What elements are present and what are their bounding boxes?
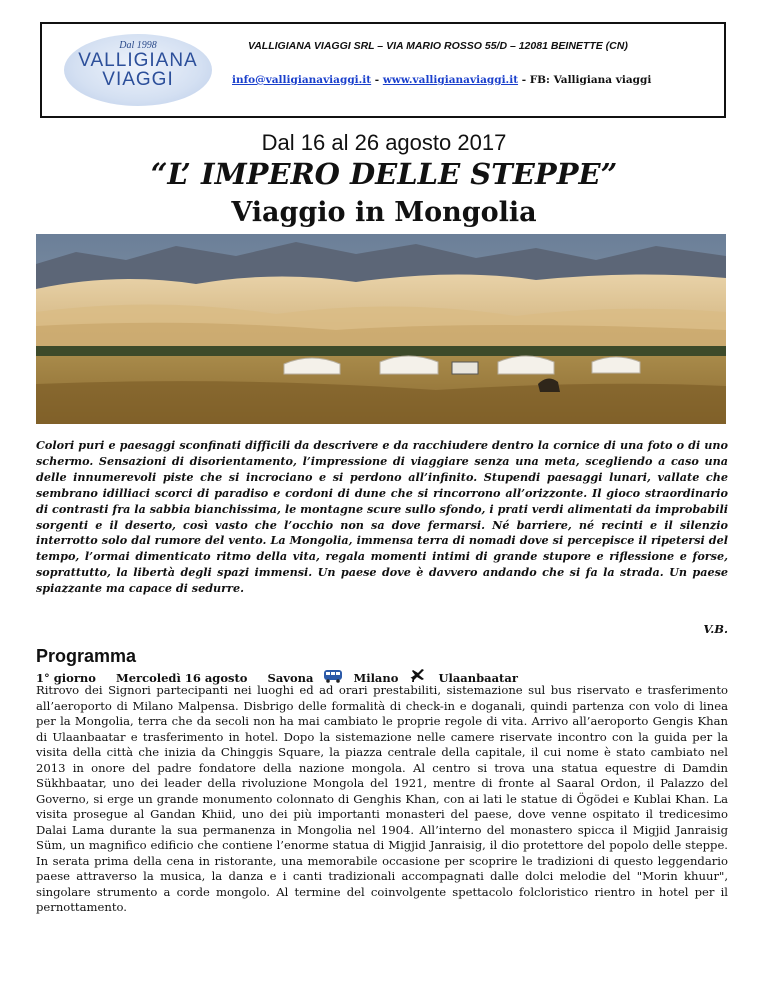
facebook-text: FB: Valligiana viaggi [529,74,652,86]
day1-description: Ritrovo dei Signori partecipanti nei luoghi ed ad orari prestabiliti, sistemazione sul bus riservato e trasferimento all’aeroporto di Milano Malpensa. Disbrigo delle formalità di check-in e doganali, quindi partenza con volo di linea per la Mongolia, terra che da secoli non ha mai cambiato le proprie regole di vita. Arrivo all’aeroporto Gengis Khan di Ulaanbaatar e trasferimento in hotel. Dopo la sistemazione nelle camere riservate incontro con la guida per la visita della città che inizia da Chinggis Square, la piazza centrale della capitale, il cui nome è stato cambiato nel 2013 in onore del padre fondatore della nazione mongola. Al centro si trova una statua equestre di Damdin Sükhbaatar, uno dei leader della rivoluzione Mongola del 1921, mentre di fronte al Saaral Ordon, il Palazzo del Governo, si erge un grande monumento colonnato di Genghis Khan, con ai lati le statue di Ögödei e Kublai Khan. La visita prosegue al Gandan Khiid, uno dei più importanti monasteri del paese, dove venne ospitato il tredicesimo Dalai Lama durante la sua permanenza in Mongolia nel 1904. All’interno del monastero spicca il Migjid Janraisig Süm, un magnifico edificio che contiene l’enorme statua di Migjid Janraisig, il dio protettore del popolo delle steppe. In serata prima della cena in ristorante, una memorabile occasione per scoprire le tradizioni di questo leggendario paese attraverso la musica, la danza e i canti tradizionali accompagnati dalle dolci melodie del "Morin khuur", singolare strumento a corde mongolo. Al termine del coinvolgente spettacolo folcloristico rientro in hotel per il pernottamento. [36,683,728,914]
day1-date: Mercoledì 16 agosto [115,670,248,685]
logo-line2: VIAGGI [102,69,174,90]
company-address: VALLIGIANA VIAGGI SRL – VIA MARIO ROSSO 55/D – 12081 BEINETTE (CN) [248,40,628,52]
website-link[interactable]: www.valligianaviaggi.it [382,74,519,86]
separator: - [371,74,383,86]
day1-via: Milano [353,670,399,685]
program-heading: Programma [36,646,137,666]
mongolia-steppe-photo [36,234,726,424]
trip-subtitle: Viaggio in Mongolia [231,197,537,228]
contact-line [232,74,722,86]
header-box [40,22,726,118]
trip-title: “L’ IMPERO DELLE STEPPE” [150,157,618,191]
day1-number: 1° giorno [36,670,96,685]
email-link[interactable]: info@valligianaviaggi.it [232,74,372,86]
logo-line1: VALLIGIANA [78,50,198,71]
intro-paragraph: Colori puri e paesaggi sconfinati difficili da descrivere e da racchiudere dentro la cornice di una foto o di uno schermo. Sensazioni di disorientamento, l’impressione di viaggiare senza una meta, scegliendo a caso una delle innumerevoli piste che si incrociano e si perdono all’infinito. Stupendi paesaggi lunari, vallate che sembrano idilliaci scorci di paradiso e cordoni di dune che si rincorrono all’orizzonte. Il gioco straordinario di contrasti fra la sabbia bianchissima, le montagne scure sullo sfondo, i prati verdi alimentati da improbabili sorgenti e il deserto, così vasto che l’occhio non sa dove fermarsi. Né barriere, né recinti e il silenzio interrotto solo dal rumore del vento. La Mongolia, immensa terra di nomadi dove si percepisce il ripetersi del tempo, l’ormai dimenticato ritmo della vita, regala momenti intimi di grande stupore e riflessione e forse, soprattutto, la libertà degli spazi immensi. Un paese dove è davvero andando che si fa la strada. Un paese spiazzante ma capace di sedurre. [36,438,728,596]
day1-from: Savona [267,670,314,685]
steppe-landscape-image [36,234,726,424]
day1-to: Ulaanbaatar [438,670,518,685]
logo-since: Dal 1998 [119,40,157,51]
intro-signature: V.B. [703,622,728,636]
company-logo [64,34,212,106]
separator: - [518,74,530,86]
trip-dates: Dal 16 al 26 agosto 2017 [261,130,507,155]
